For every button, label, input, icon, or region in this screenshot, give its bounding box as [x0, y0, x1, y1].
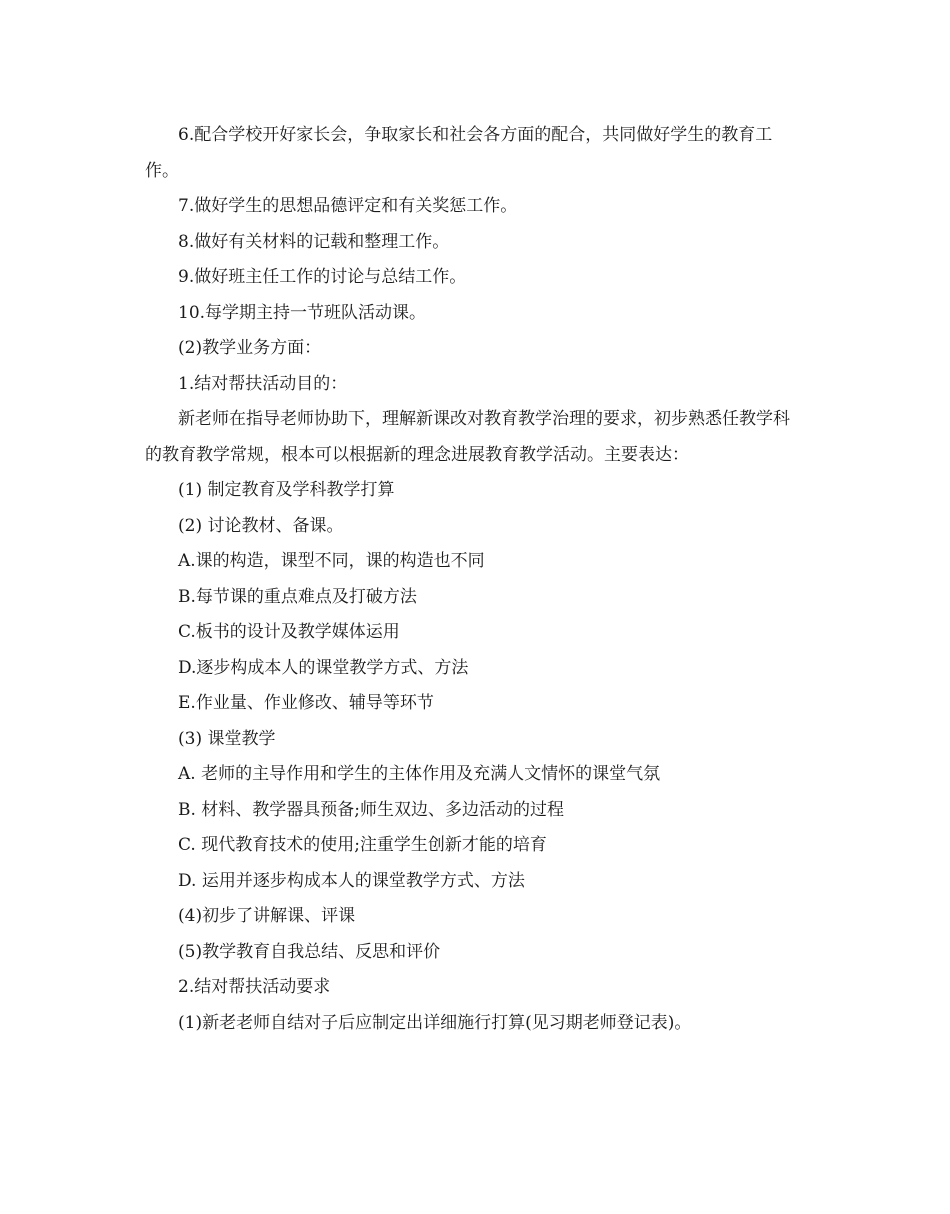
- list-item-classroom: (3) 课堂教学: [178, 728, 276, 749]
- subheading-requirements: 2.结对帮扶活动要求: [178, 977, 331, 997]
- paragraph-purpose-body: 新老师在指导老师协助下，理解新课改对教育教学治理的要求，初步熟悉任教学科的教育教学常规，根本可以根据新的理念进展教育教学活动。主要表达：: [145, 409, 790, 465]
- paragraph-item-10: 10.每学期主持一节班队活动课。: [178, 302, 427, 323]
- list-item-reflection: (5)教学教育自我总结、反思和评价: [178, 941, 441, 962]
- list-item-classroom-c: C. 现代教育技术的使用;注重学生创新才能的培育: [178, 835, 547, 855]
- list-item-prep-b: B.每节课的重点难点及打破方法: [178, 586, 417, 607]
- list-item-prep-e: E.作业量、作业修改、辅导等环节: [178, 693, 434, 713]
- list-item-lesson-prep: (2) 讨论教材、备课。: [178, 515, 344, 536]
- paragraph-item-7: 7.做好学生的思想品德评定和有关奖惩工作。: [178, 196, 518, 216]
- list-item-classroom-b: B. 材料、教学器具预备;师生双边、多边活动的过程: [178, 799, 565, 820]
- paragraph-item-8: 8.做好有关材料的记载和整理工作。: [178, 231, 450, 252]
- section-heading-teaching: (2)教学业务方面：: [178, 338, 322, 358]
- subheading-purpose: 1.结对帮扶活动目的：: [178, 373, 348, 394]
- list-item-evaluation: (4)初步了讲解课、评课: [178, 906, 356, 926]
- list-item-classroom-a: A. 老师的主导作用和学生的主体作用及充满人文情怀的课堂气氛: [178, 764, 661, 784]
- document-body: [145, 118, 805, 1041]
- list-item-requirement-1: (1)新老老师自结对子后应制定出详细施行打算(见习期老师登记表)。: [178, 1012, 692, 1033]
- list-item-prep-a: A.课的构造，课型不同，课的构造也不同: [178, 551, 485, 571]
- paragraph-item-6: 6.配合学校开好家长会，争取家长和社会各方面的配合，共同做好学生的教育工作。: [145, 125, 773, 181]
- paragraph-item-9: 9.做好班主任工作的讨论与总结工作。: [178, 267, 467, 287]
- list-item-plan: (1) 制定教育及学科教学打算: [178, 480, 395, 500]
- list-item-classroom-d: D. 运用并逐步构成本人的课堂教学方式、方法: [178, 870, 525, 891]
- list-item-prep-c: C.板书的设计及教学媒体运用: [178, 622, 400, 642]
- list-item-prep-d: D.逐步构成本人的课堂教学方式、方法: [178, 657, 469, 678]
